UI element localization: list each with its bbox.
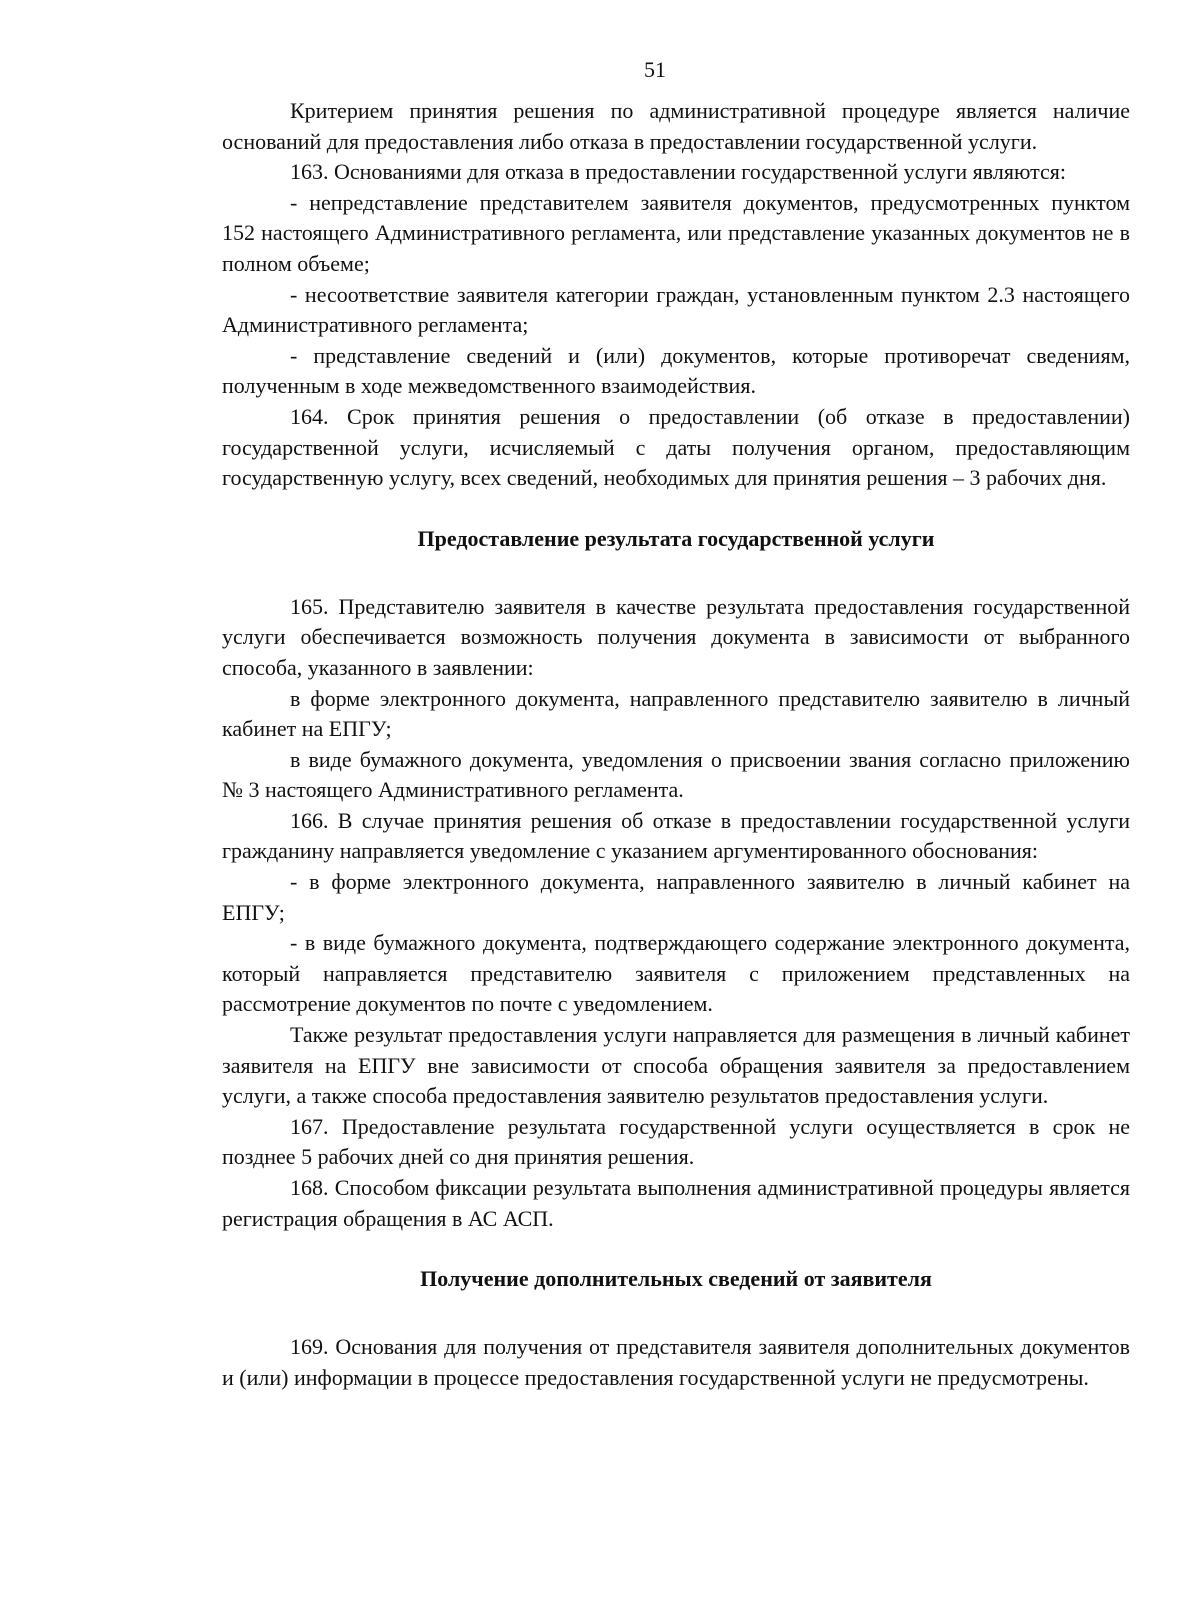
paragraph-163-item-2: - несоответствие заявителя категории граждан, установленным пунктом 2.3 настоящего Административного регламента; [222,281,1130,338]
paragraph-164: 164. Срок принятия решения о предоставлении (об отказе в предоставлении) государственной услуги, исчисляемый с даты получения органом, предоставляющим государственную услугу, всех сведений, необходимых для принятия решения – 3 рабочих дня. [222,403,1130,491]
paragraph-166-item-2: - в виде бумажного документа, подтверждающего содержание электронного документа, который направляется представителю заявителя с приложением представленных на рассмотрение документов по почте с уведомлением. [222,930,1130,1017]
paragraph-163-item-1: - непредставление представителем заявителя документов, предусмотренных пунктом 152 настоящего Административного регламента, или представление указанных документов не в полном объеме; [222,189,1130,276]
section-heading-additional-info: Получение дополнительных сведений от заявителя [420,1266,932,1292]
document-body [222,96,1130,1393]
paragraph-163-item-3: - представление сведений и (или) документов, которые противоречат сведениям, полученным в ходе межведомственного взаимодействия. [222,342,1130,399]
paragraph-165-item-1: в форме электронного документа, направленного представителю заявителю в личный кабинет на ЕПГУ; [222,685,1130,742]
paragraph-167: 167. Предоставление результата государственной услуги осуществляется в срок не позднее 5 рабочих дней со дня принятия решения. [222,1113,1130,1170]
paragraph-165-item-2: в виде бумажного документа, уведомления о присвоении звания согласно приложению № 3 настоящего Административного регламента. [222,746,1130,803]
paragraph-168: 168. Способом фиксации результата выполнения административной процедуры является регистрация обращения в АС АСП. [222,1175,1130,1231]
paragraph-166-item-1: - в форме электронного документа, направленного заявителю в личный кабинет на ЕПГУ; [222,869,1130,925]
page-number: 51 [644,57,666,82]
section-heading-result: Предоставление результата государственной услуги [417,525,935,551]
paragraph-163: 163. Основаниями для отказа в предоставлении государственной услуги являются: [290,159,1066,185]
paragraph-169: 169. Основания для получения от представителя заявителя дополнительных документов и (или) информации в процессе предоставления государственной услуги не предусмотрены. [222,1334,1130,1390]
paragraph-166: 166. В случае принятия решения об отказе в предоставлении государственной услуги гражданину направляется уведомление с указанием аргументированного обоснования: [222,807,1130,864]
paragraph-also: Также результат предоставления услуги направляется для размещения в личный кабинет заявителя на ЕПГУ вне зависимости от способа обращения заявителя за предоставлением услуги, а также способа предоставления заявителю результатов предоставления услуги. [222,1022,1130,1109]
paragraph-criterion: Критерием принятия решения по административной процедуре является наличие оснований для предоставления либо отказа в предоставлении государственной услуги. [222,98,1130,154]
paragraph-165: 165. Представителю заявителя в качестве результата предоставления государственной услуги обеспечивается возможность получения документа в зависимости от выбранного способа, указанного в заявлении: [222,593,1130,680]
